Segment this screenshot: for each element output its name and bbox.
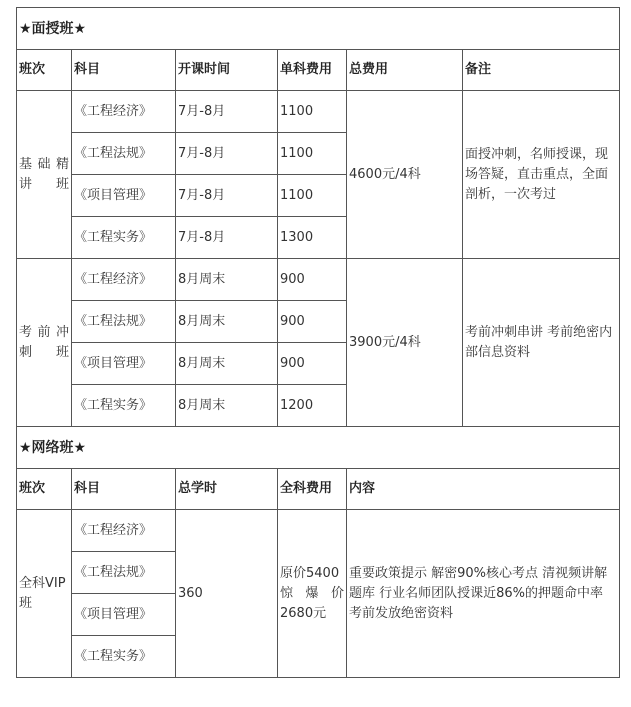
subject-cell: 《工程经济》: [72, 259, 176, 301]
header-content: 内容: [347, 469, 620, 510]
subject-cell: 《工程经济》: [72, 91, 176, 133]
subject-cell: 《工程实务》: [72, 636, 176, 678]
header-note: 备注: [463, 50, 620, 91]
header-total-fee: 总费用: [347, 50, 463, 91]
class-name-cell: 考前冲刺班: [17, 259, 72, 427]
time-cell: 7月-8月: [176, 133, 278, 175]
subject-cell: 《工程法规》: [72, 301, 176, 343]
fee-cell: 1100: [278, 175, 347, 217]
fee-cell: 1200: [278, 385, 347, 427]
subject-cell: 《工程实务》: [72, 385, 176, 427]
content-cell: 重要政策提示 解密90%核心考点 清视频讲解题库 行业名师团队授课近86%的押题命中率 考前发放绝密资料: [347, 510, 620, 678]
total-fee-cell: 4600元/4科: [347, 91, 463, 259]
fee-cell: 1100: [278, 133, 347, 175]
fee-table: [16, 7, 620, 678]
class-name-cell: 基础精讲班: [17, 91, 72, 259]
header-subject: 科目: [72, 50, 176, 91]
section-row-online: [17, 427, 620, 469]
fee-cell: 900: [278, 343, 347, 385]
subject-cell: 《项目管理》: [72, 594, 176, 636]
original-price: 原价5400: [280, 565, 340, 581]
subject-cell: 《工程实务》: [72, 217, 176, 259]
time-cell: 7月-8月: [176, 217, 278, 259]
header-full-fee: 全科费用: [278, 469, 347, 510]
fee-cell: 1300: [278, 217, 347, 259]
table-row: [17, 510, 620, 552]
time-cell: 8月周末: [176, 301, 278, 343]
subject-cell: 《项目管理》: [72, 343, 176, 385]
sale-price: 2680元: [280, 605, 327, 621]
section-title-face: ★面授班★: [17, 8, 620, 50]
time-cell: 8月周末: [176, 259, 278, 301]
subject-cell: 《工程法规》: [72, 552, 176, 594]
header-class: 班次: [17, 50, 72, 91]
fee-cell: 900: [278, 259, 347, 301]
subject-cell: 《项目管理》: [72, 175, 176, 217]
total-fee-cell: 3900元/4科: [347, 259, 463, 427]
header-start-time: 开课时间: [176, 50, 278, 91]
header-single-fee: 单科费用: [278, 50, 347, 91]
section-title-online: ★网络班★: [17, 427, 620, 469]
time-cell: 8月周末: [176, 385, 278, 427]
section-row-face: [17, 8, 620, 50]
header-row-face: [17, 50, 620, 91]
time-cell: 7月-8月: [176, 91, 278, 133]
table-row: [17, 91, 620, 133]
time-cell: 7月-8月: [176, 175, 278, 217]
class-name-cell: 全科VIP班: [17, 510, 72, 678]
full-fee-cell: [278, 510, 347, 678]
hours-cell: 360: [176, 510, 278, 678]
header-class: 班次: [17, 469, 72, 510]
subject-cell: 《工程经济》: [72, 510, 176, 552]
note-cell: 面授冲刺，名师授课，现场答疑，直击重点，全面剖析，一次考过: [463, 91, 620, 259]
subject-cell: 《工程法规》: [72, 133, 176, 175]
header-subject: 科目: [72, 469, 176, 510]
fee-cell: 1100: [278, 91, 347, 133]
table-row: [17, 259, 620, 301]
sale-label: 惊爆价: [280, 585, 344, 601]
header-total-hours: 总学时: [176, 469, 278, 510]
time-cell: 8月周末: [176, 343, 278, 385]
note-cell: 考前冲刺串讲 考前绝密内部信息资料: [463, 259, 620, 427]
header-row-online: [17, 469, 620, 510]
fee-cell: 900: [278, 301, 347, 343]
